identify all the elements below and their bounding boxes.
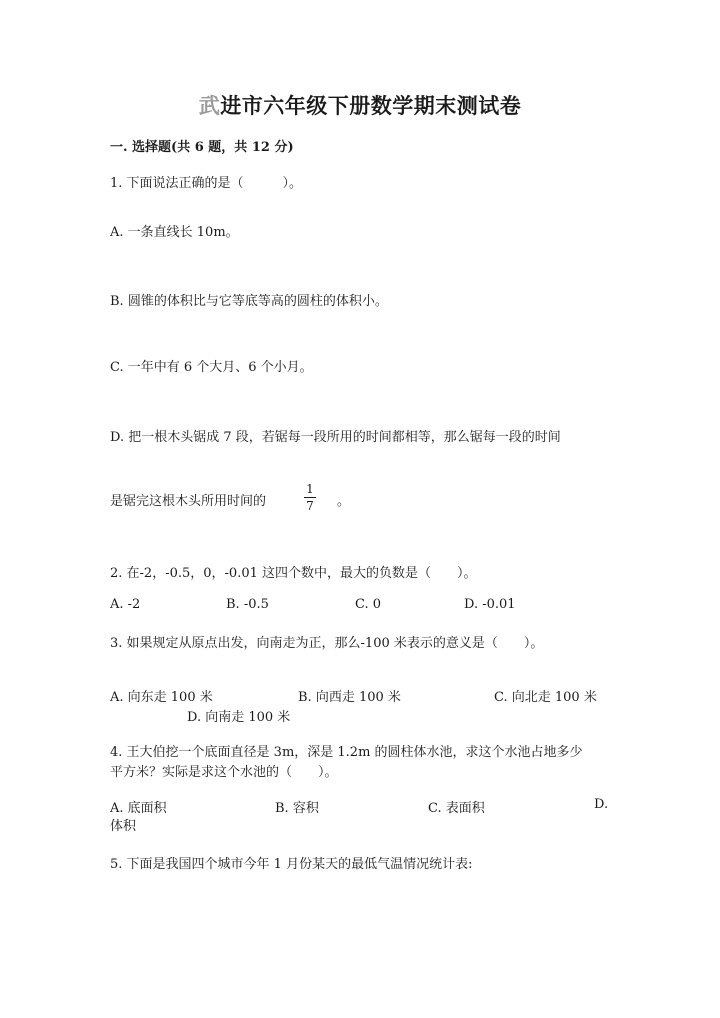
question-4-option-d-text: 体积 [110,819,137,834]
question-3-option-d: D. 向南走 100 米 [187,710,291,725]
question-3-stem: 3. 如果规定从原点出发，向南走为正，那么-100 米表示的意义是（ ）。 [110,636,544,651]
question-2-option-d: D. -0.01 [464,597,516,612]
question-2-option-c: C. 0 [355,597,382,612]
title-rest: 进市六年级下册数学期末测试卷 [220,93,522,118]
question-4-option-a: A. 底面积 [110,801,167,816]
question-3-option-c: C. 向北走 100 米 [494,690,597,705]
question-1-option-a: A. 一条直线长 10m。 [110,225,239,240]
fraction-denominator: 7 [306,499,314,513]
fraction-bar [304,497,316,498]
question-2-option-a: A. -2 [110,597,141,612]
section-heading-choice: 一. 选择题(共 6 题，共 12 分) [110,140,294,155]
question-1-option-d-end: 。 [337,494,351,509]
question-4-option-c: C. 表面积 [428,801,485,816]
question-2-stem: 2. 在-2，-0.5，0，-0.01 这四个数中，最大的负数是（ ）。 [110,566,477,581]
question-1-option-d-line1: D. 把一根木头锯成 7 段，若锯每一段所用的时间都相等，那么锯每一段的时间 [110,430,561,445]
question-4-option-b: B. 容积 [275,801,319,816]
question-2-option-b: B. -0.5 [226,597,269,612]
question-4-option-d-label: D. [594,797,609,812]
question-1-option-b: B. 圆锥的体积比与它等底等高的圆柱的体积小。 [110,294,388,309]
fraction-numerator: 1 [306,482,314,496]
page-title [0,90,720,120]
question-3-option-b: B. 向西走 100 米 [298,690,401,705]
title-first-char: 武 [198,93,221,118]
question-4-stem-line1: 4. 王大伯挖一个底面直径是 3m，深是 1.2m 的圆柱体水池，求这个水池占地多少 [110,745,583,760]
question-5-stem: 5. 下面是我国四个城市今年 1 月份某天的最低气温情况统计表: [110,857,473,872]
question-3-option-a: A. 向东走 100 米 [110,690,213,705]
question-1-stem: 1. 下面说法正确的是（ ）。 [110,176,303,191]
question-1-option-c: C. 一年中有 6 个大月、6 个小月。 [110,360,313,375]
question-1-option-d-line2: 是锯完这根木头所用时间的 [110,494,267,509]
fraction-one-seventh [302,482,318,513]
question-4-stem-line2: 平方米？实际是求这个水池的（ ）。 [110,765,338,780]
